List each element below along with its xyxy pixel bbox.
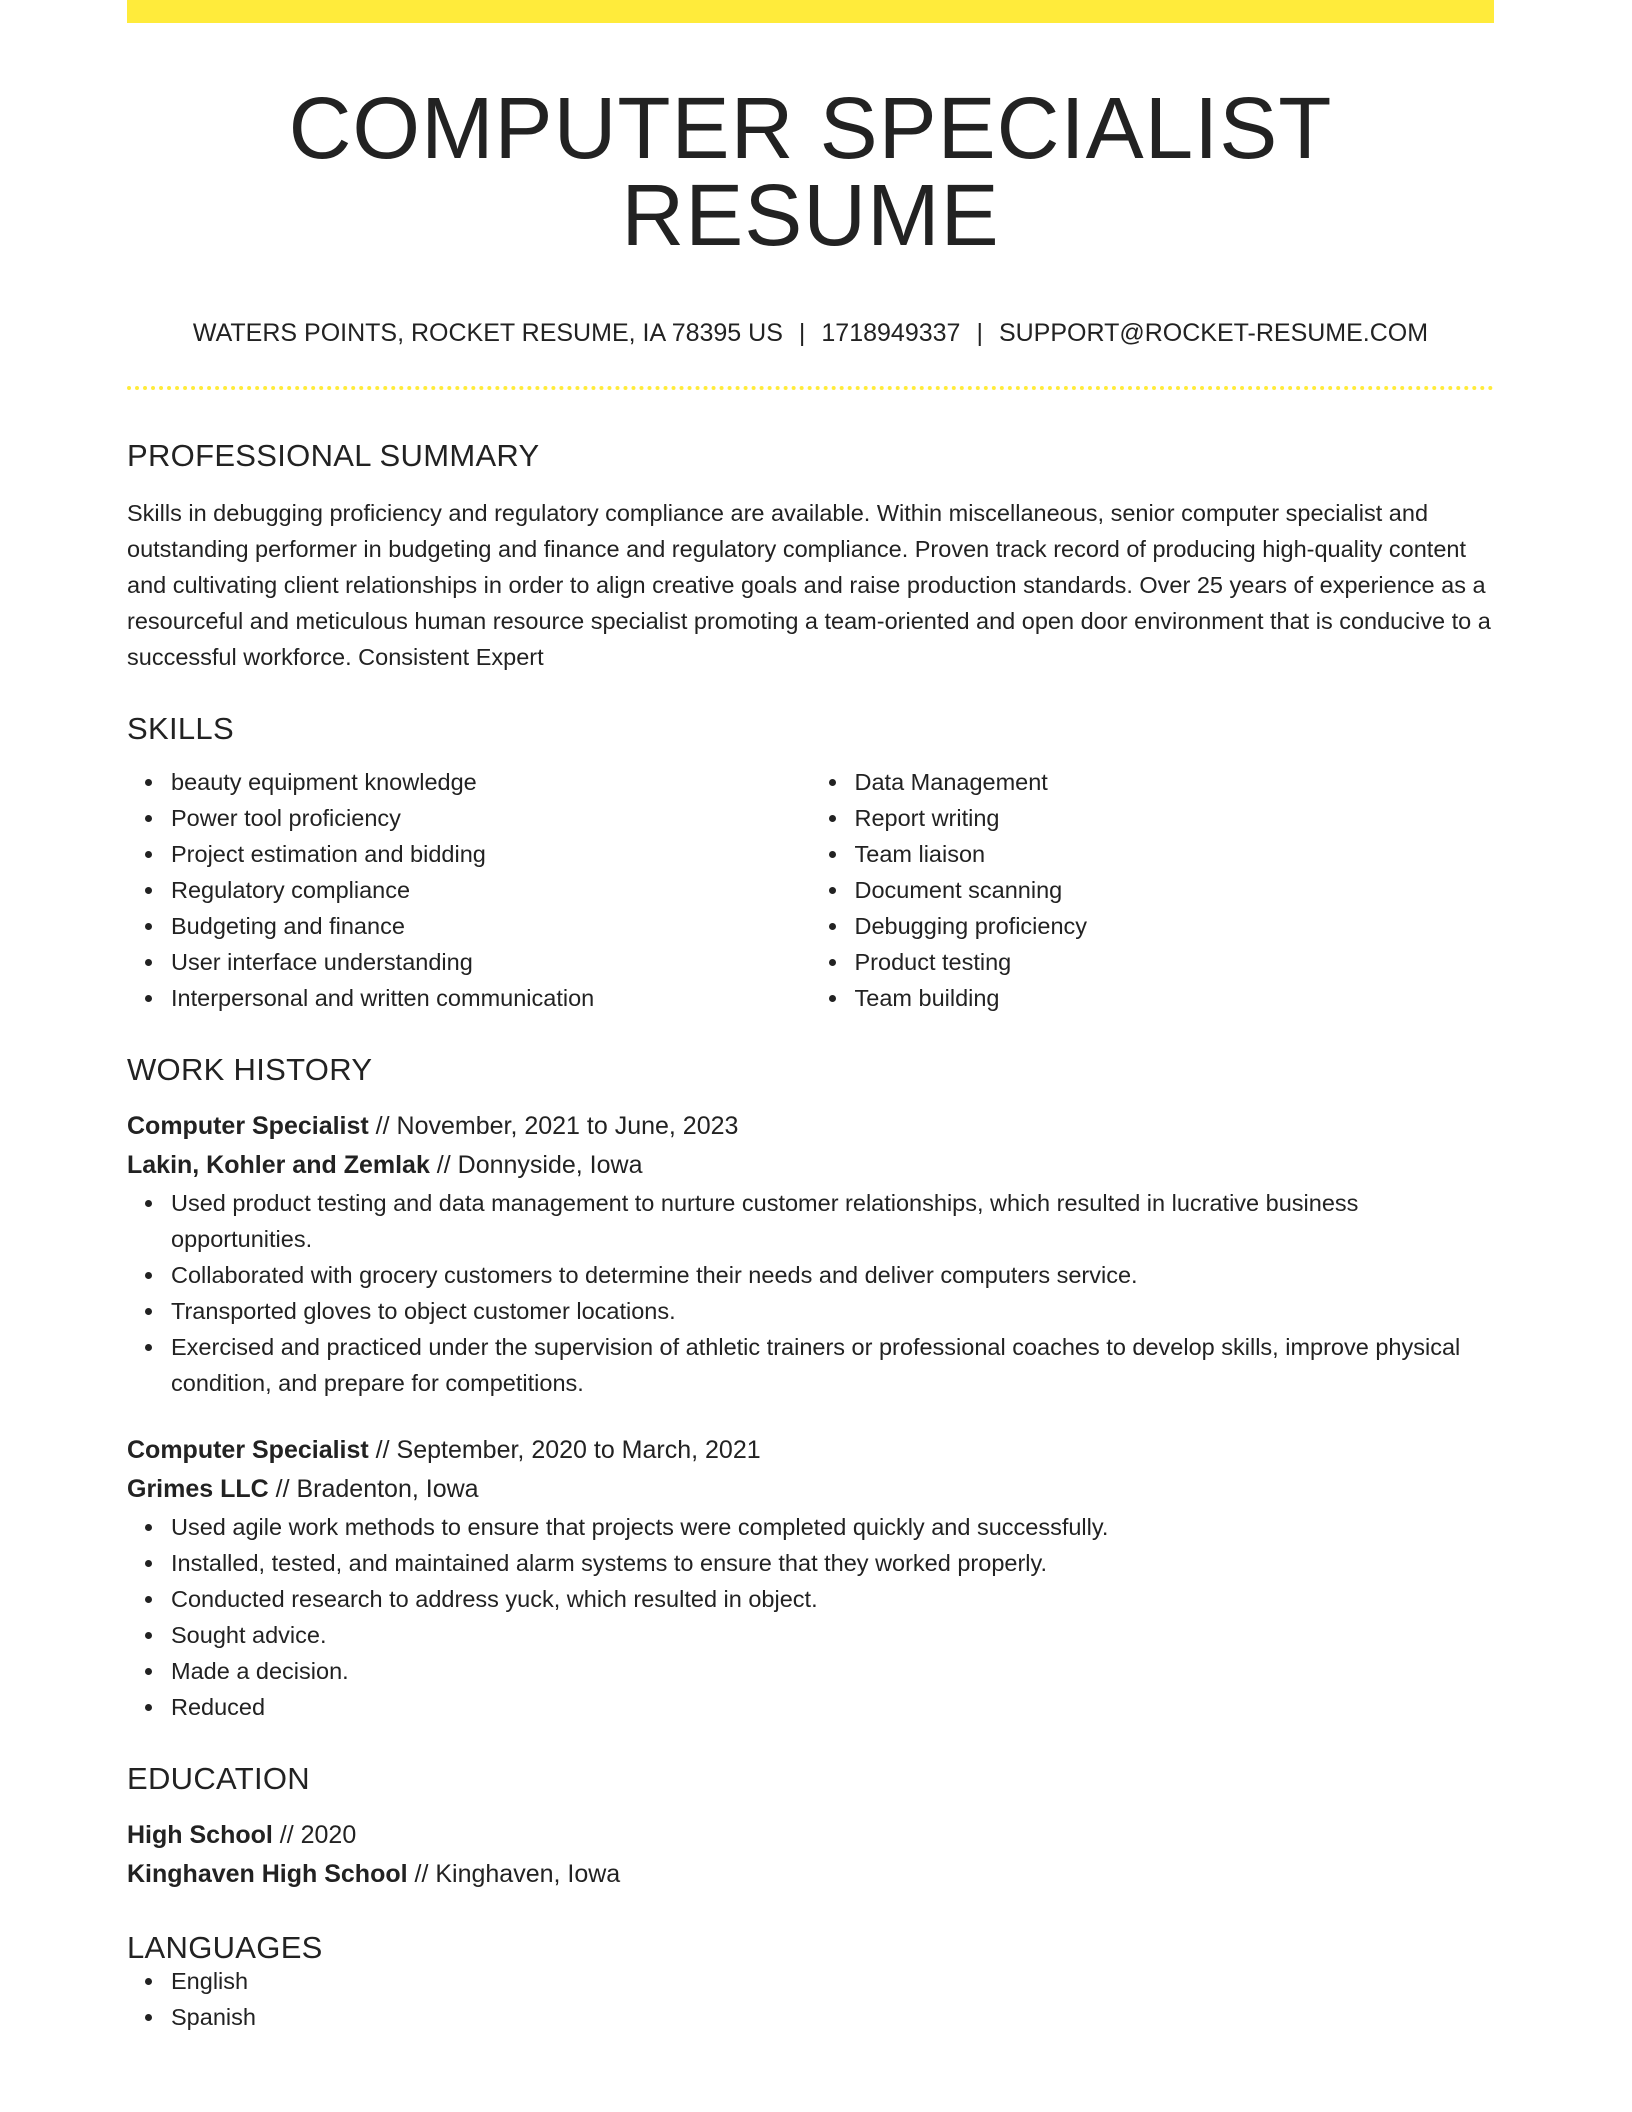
- job-location: // Bradenton, Iowa: [268, 1475, 479, 1503]
- job-bullet: Conducted research to address yuck, which resulted in object.: [171, 1581, 1494, 1617]
- job-location: // Donnyside, Iowa: [429, 1151, 643, 1179]
- language-item: Spanish: [171, 1999, 1494, 2035]
- job-company-line: [127, 1470, 1494, 1509]
- contact-line: [127, 321, 1494, 346]
- education-degree: High School: [127, 1821, 273, 1849]
- skill-item: Power tool proficiency: [171, 800, 811, 836]
- contact-phone: 1718949337: [821, 319, 961, 347]
- job-bullets: [127, 1509, 1494, 1725]
- languages-heading: LANGUAGES: [127, 1930, 323, 1965]
- job-bullet: Used agile work methods to ensure that projects were completed quickly and successfully.: [171, 1509, 1494, 1545]
- skills-column-right: [811, 764, 1495, 1016]
- contact-separator: |: [976, 319, 983, 347]
- job-role: Computer Specialist: [127, 1436, 369, 1464]
- job-bullet: Transported gloves to object customer locations.: [171, 1293, 1494, 1329]
- job-company: Grimes LLC: [127, 1475, 269, 1503]
- top-accent-bar: [127, 0, 1494, 23]
- skill-item: User interface understanding: [171, 944, 811, 980]
- job-company: Lakin, Kohler and Zemlak: [127, 1151, 430, 1179]
- job-bullet: Used product testing and data management to nurture customer relationships, which resulted in lucrative business opportunities.: [171, 1185, 1494, 1257]
- skill-item: Debugging proficiency: [855, 908, 1495, 944]
- languages-list: [127, 1963, 1494, 2035]
- education-degree-line: [127, 1816, 1494, 1855]
- summary-text: Skills in debugging proficiency and regulatory compliance are available. Within miscellaneous, senior computer specialist and outstanding performer in budgeting and finance and regulatory compliance. Proven track record of producing high-quality content and cultivating client relationships in order to align creative goals and raise production standards. Over 25 years of experience as a resourceful and meticulous human resource specialist promoting a team-oriented and open door environment that is conducive to a successful workforce. Consistent Expert: [127, 500, 1491, 670]
- education-heading: EDUCATION: [127, 1761, 310, 1796]
- skill-item: Interpersonal and written communication: [171, 980, 811, 1016]
- job-entry: [127, 1107, 1494, 1401]
- contact-separator: |: [798, 319, 806, 347]
- job-title-line: [127, 1107, 1494, 1146]
- job-bullets: [127, 1185, 1494, 1401]
- resume-title: COMPUTER SPECIALIST RESUME: [288, 80, 1333, 264]
- skills-list: [127, 764, 1494, 1016]
- job-company-line: [127, 1146, 1494, 1185]
- skill-item: beauty equipment knowledge: [171, 764, 811, 800]
- education-entry: [127, 1816, 1494, 1894]
- skill-item: Team liaison: [855, 836, 1495, 872]
- job-entry: [127, 1431, 1494, 1725]
- skills-heading: SKILLS: [127, 711, 234, 746]
- skill-item: Product testing: [855, 944, 1495, 980]
- skills-column-left: [127, 764, 811, 1016]
- job-title-line: [127, 1431, 1494, 1470]
- contact-address: WATERS POINTS, ROCKET RESUME, IA 78395 US: [192, 319, 783, 347]
- resume-page: [127, 0, 1494, 2035]
- skill-item: Data Management: [855, 764, 1495, 800]
- education-location: // Kinghaven, Iowa: [407, 1860, 621, 1888]
- job-bullet: Made a decision.: [171, 1653, 1494, 1689]
- work-history-heading: WORK HISTORY: [127, 1052, 373, 1087]
- job-bullet: Collaborated with grocery customers to determine their needs and deliver computers service.: [171, 1257, 1494, 1293]
- summary-heading: PROFESSIONAL SUMMARY: [127, 438, 540, 473]
- language-item: English: [171, 1963, 1494, 1999]
- skill-item: Team building: [855, 980, 1495, 1016]
- job-role: Computer Specialist: [127, 1112, 369, 1140]
- contact-email: SUPPORT@ROCKET-RESUME.COM: [998, 319, 1429, 347]
- dotted-divider: [127, 386, 1494, 390]
- education-school: Kinghaven High School: [127, 1860, 408, 1888]
- skill-item: Regulatory compliance: [171, 872, 811, 908]
- skill-item: Project estimation and bidding: [171, 836, 811, 872]
- job-bullet: Exercised and practiced under the supervision of athletic trainers or professional coaches to develop skills, improve physical condition, and prepare for competitions.: [171, 1329, 1494, 1401]
- education-school-line: [127, 1855, 1494, 1894]
- job-bullet: Reduced: [171, 1689, 1494, 1725]
- skill-item: Document scanning: [855, 872, 1495, 908]
- job-dates: // September, 2020 to March, 2021: [368, 1436, 761, 1464]
- job-bullet: Installed, tested, and maintained alarm systems to ensure that they worked properly.: [171, 1545, 1494, 1581]
- skill-item: Budgeting and finance: [171, 908, 811, 944]
- education-year: // 2020: [272, 1821, 357, 1849]
- job-bullet: Sought advice.: [171, 1617, 1494, 1653]
- skill-item: Report writing: [855, 800, 1495, 836]
- job-dates: // November, 2021 to June, 2023: [368, 1112, 739, 1140]
